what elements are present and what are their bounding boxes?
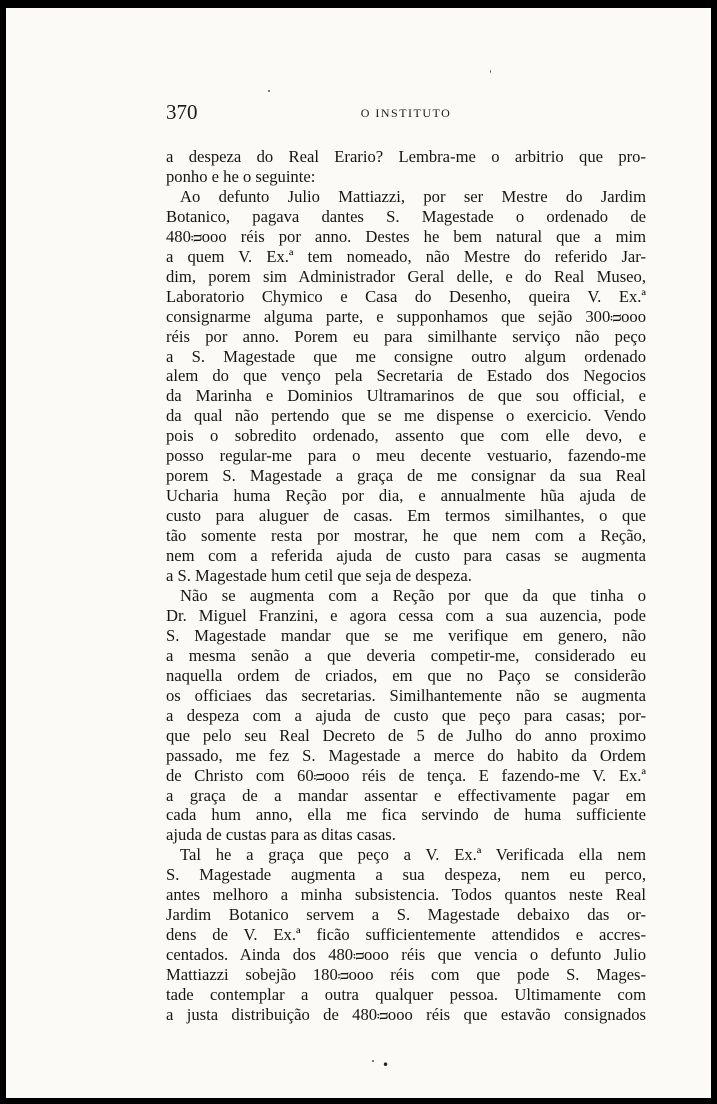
text-line: a S. Magestade que me consigne outro algum ordenado: [166, 346, 646, 366]
running-title: O INSTITUTO: [360, 106, 452, 120]
text-line: S. Magestade mandar que se me verifique em genero, não: [166, 625, 646, 645]
text-line: a justa distribuição de 480ᴞooo réis que estavão consignados: [166, 1004, 646, 1024]
text-line: Laboratorio Chymico e Casa do Desenho, queira V. Ex.ª: [166, 286, 646, 306]
paper-speck: [372, 1060, 374, 1062]
paper-speck: [490, 70, 491, 73]
text-line: da Marinha e Dominios Ultramarinos de que sou official, e: [166, 386, 646, 406]
text-line: de Christo com 60ᴞooo réis de tença. E fazendo-me V. Ex.ª: [166, 765, 646, 785]
text-line: a despeza com a ajuda de custo que peço para casas; por-: [166, 705, 646, 725]
text-line: porem S. Magestade a graça de me consignar da sua Real: [166, 466, 646, 486]
text-line: passado, me fez S. Magestade a merce do habito da Ordem: [166, 745, 646, 765]
book-page: [6, 8, 711, 1098]
text-line: alem do que venço pela Secretaria de Estado dos Negocios: [166, 366, 646, 386]
text-line: dens de V. Ex.ª ficão sufficientemente attendidos e accres-: [166, 925, 646, 945]
text-line: ajuda de custas para as ditas casas.: [166, 825, 396, 845]
text-line: antes melhoro a minha subsistencia. Todos quantos neste Real: [166, 885, 646, 905]
body-text: [166, 147, 646, 1025]
text-line: Dr. Miguel Franzini, e agora cessa com a sua auzencia, pode: [166, 605, 646, 625]
text-line: centados. Ainda dos 480ᴞooo réis que vencia o defunto Julio: [166, 945, 646, 965]
text-line: a graça de a mandar assentar e effectivamente pagar em: [166, 785, 646, 805]
text-line: custo para aluguer de casas. Em termos similhantes, o que: [166, 506, 646, 526]
text-line: tão somente resta por mostrar, he que nem com a Reção,: [166, 526, 646, 546]
text-line: Tal he a graça que peço a V. Ex.ª Verificada ella nem: [180, 845, 646, 865]
text-line: 480ᴞooo réis por anno. Destes he bem natural que a mim: [166, 226, 646, 246]
text-line: Jardim Botanico servem a S. Magestade debaixo das or-: [166, 905, 646, 925]
footer-mark: •: [382, 1058, 390, 1072]
text-line: Não se augmenta com a Reção por que da que tinha o: [180, 585, 646, 605]
text-line: cada hum anno, ella me fica servindo de huma sufficiente: [166, 805, 646, 825]
paper-speck: [268, 90, 270, 92]
page-number: 370: [166, 100, 198, 124]
text-line: da qual não pertendo que se me dispense o exercicio. Vendo: [166, 406, 646, 426]
text-line: Ucharia huma Reção por dia, e annualmente hũa ajuda de: [166, 486, 646, 506]
text-line: a despeza do Real Erario? Lembra-me o arbitrio que pro-: [166, 147, 646, 166]
page-header: [166, 100, 646, 130]
text-line: a quem V. Ex.ª tem nomeado, não Mestre do referido Jar-: [166, 246, 646, 266]
text-line: que pelo seu Real Decreto de 5 de Julho do anno proximo: [166, 725, 646, 745]
text-line: tade contemplar a outra qualquer pessoa. Ultimamente com: [166, 985, 646, 1005]
text-line: Ao defunto Julio Mattiazzi, por ser Mestre do Jardim: [180, 186, 646, 206]
text-line: S. Magestade augmenta a sua despeza, nem eu perco,: [166, 865, 646, 885]
text-line: pois o sobredito ordenado, assento que com elle devo, e: [166, 426, 646, 446]
text-line: Mattiazzi sobejão 180ᴞooo réis com que pode S. Mages-: [166, 965, 646, 985]
text-line: consignarme alguma parte, e supponhamos que sejão 300ᴞooo: [166, 306, 646, 326]
text-line: naquella ordem de criados, em que no Paço se considerão: [166, 665, 646, 685]
text-line: ponho e he o seguinte:: [166, 166, 316, 186]
text-line: posso regular-me para o meu decente vestuario, fazendo-me: [166, 446, 646, 466]
text-line: os officiaes das secretarias. Similhantemente não se augmenta: [166, 685, 646, 705]
text-line: a S. Magestade hum cetil que seja de despeza.: [166, 566, 472, 586]
text-line: réis por anno. Porem eu para similhante serviço não peço: [166, 326, 646, 346]
text-line: nem com a referida ajuda de custo para casas se augmenta: [166, 546, 646, 566]
text-line: a mesma senão a que deveria competir-me, considerado eu: [166, 645, 646, 665]
text-line: dim, porem sim Administrador Geral delle, e do Real Museo,: [166, 266, 646, 286]
text-line: Botanico, pagava dantes S. Magestade o ordenado de: [166, 206, 646, 226]
